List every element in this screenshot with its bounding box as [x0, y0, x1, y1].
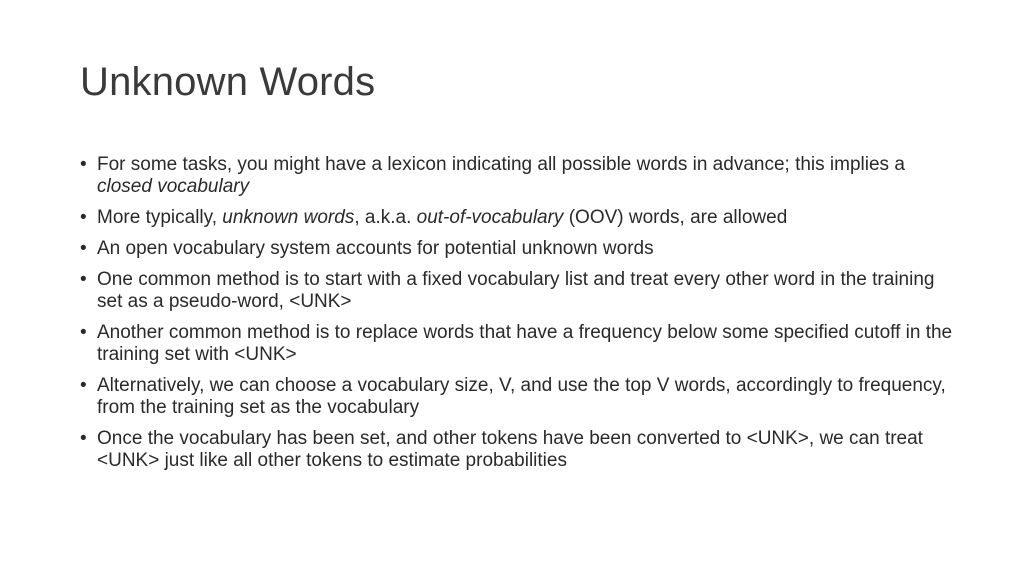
bullet-text-run: , a.k.a. [354, 207, 417, 228]
bullet-text [97, 238, 654, 259]
bullet-item [80, 238, 960, 260]
bullet-item [80, 154, 960, 198]
bullet-text-run: An open vocabulary system accounts for potential unknown words [97, 238, 654, 259]
bullet-dot-icon: • [80, 207, 87, 228]
bullet-text [97, 322, 952, 365]
bullet-text-italic: closed vocabulary [97, 176, 250, 197]
bullet-item [80, 269, 960, 313]
bullet-list [80, 154, 960, 481]
bullet-dot-icon: • [80, 238, 87, 259]
bullet-text [97, 207, 787, 228]
bullet-text-run: Once the vocabulary has been set, and other tokens have been converted to <UNK>, we can treat <UNK> just like all other tokens to estimate probabilities [97, 428, 923, 471]
bullet-text-italic: out-of-vocabulary [416, 207, 564, 228]
bullet-dot-icon: • [80, 428, 87, 449]
bullet-text [97, 375, 946, 418]
bullet-text-run: One common method is to start with a fixed vocabulary list and treat every other word in the training set as a pseudo-word, <UNK> [97, 269, 935, 312]
bullet-item [80, 322, 960, 366]
bullet-text-run: For some tasks, you might have a lexicon indicating all possible words in advance; this implies a [97, 154, 905, 175]
bullet-text-run: (OOV) words, are allowed [563, 207, 788, 228]
bullet-text-run: Alternatively, we can choose a vocabulary size, V, and use the top V words, accordingly to frequency, from the training set as the vocabulary [97, 375, 946, 418]
bullet-text [97, 269, 934, 312]
bullet-text [97, 154, 905, 197]
bullet-dot-icon: • [80, 322, 87, 343]
bullet-item [80, 428, 960, 472]
bullet-dot-icon: • [80, 375, 87, 396]
bullet-item [80, 207, 960, 229]
bullet-text [97, 428, 923, 471]
bullet-text-italic: unknown words [222, 207, 355, 228]
bullet-dot-icon: • [80, 154, 87, 175]
slide-title: Unknown Words [80, 60, 376, 104]
bullet-text-run: Another common method is to replace words that have a frequency below some specified cutoff in the training set with <UNK> [97, 322, 953, 365]
bullet-item [80, 375, 960, 419]
bullet-dot-icon: • [80, 269, 87, 290]
bullet-text-run: More typically, [97, 207, 223, 228]
